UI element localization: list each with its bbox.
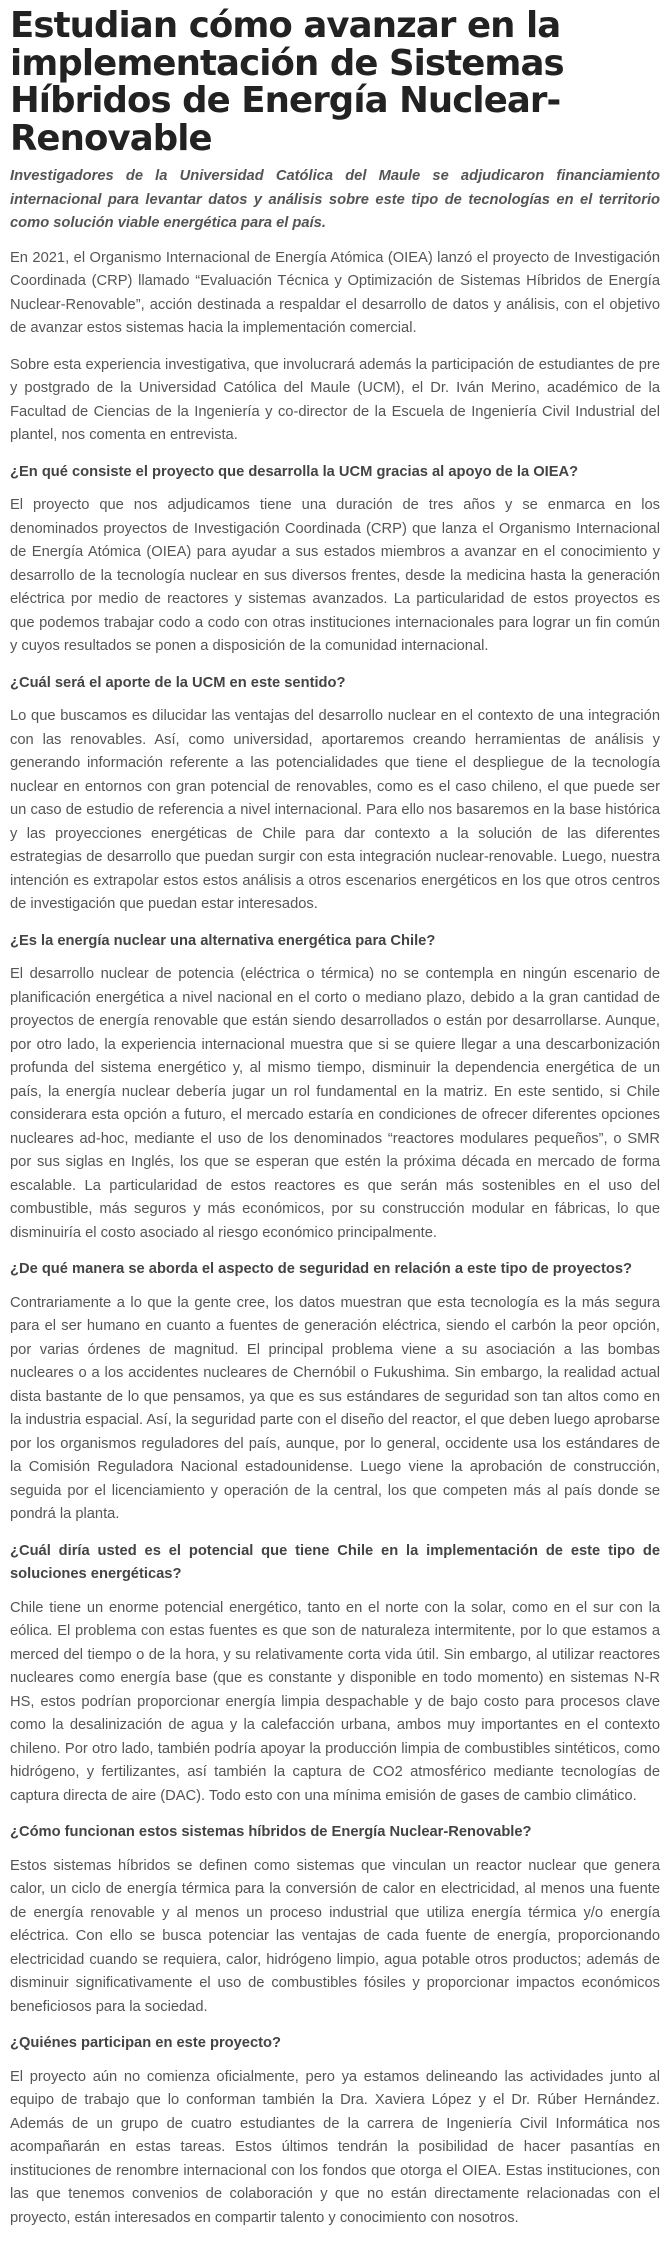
article <box>0 7 670 2230</box>
interview-question: ¿Cómo funcionan estos sistemas híbridos de Energía Nuclear-Renovable? <box>10 1824 532 1840</box>
intro-paragraph: En 2021, el Organismo Internacional de Energía Atómica (OIEA) lanzó el proyecto de Investigación Coordinada (CRP) llamado “Evaluación Técnica y Optimización de Sistemas Híbridos de Energía Nuclear-Renovable”, acción destinada a respaldar el desarrollo de datos y análisis, con el objetivo de avanzar estos sistemas hacia la implementación comercial. <box>10 249 660 336</box>
article-lead: Investigadores de la Universidad Católica del Maule se adjudicaron financiamiento internacional para levantar datos y análisis sobre este tipo de tecnologías en el territorio como solución viable energética para el país. <box>10 168 660 231</box>
interview-answer: El proyecto aún no comienza oficialmente, pero ya estamos delineando las actividades junto al equipo de trabajo que lo conforman también la Dra. Xaviera López y el Dr. Rúber Hernández. Además de un grupo de cuatro estudiantes de la carrera de Ingeniería Civil Informática nos acompañarán en estas tareas. Estos últimos tendrán la posibilidad de hacer pasantías en instituciones de renombre internacional con los fondos que otorga el OIEA. Estas instituciones, con las que tenemos convenios de colaboración y que no están directamente relacionadas con el proyecto, están interesados en compartir talento y conocimiento con nosotros. <box>10 2068 660 2226</box>
interview-answer: Estos sistemas híbridos se definen como sistemas que vinculan un reactor nuclear que genera calor, un ciclo de energía térmica para la conversión de calor en electricidad, al menos una fuente de energía renovable y al menos un proceso industrial que utiliza energía térmica y/o energía eléctrica. Con ello se busca potenciar las ventajas de cada fuente de energía, proporcionando electricidad cuando se requiera, calor, hidrógeno limpio, agua potable otros productos; además de disminuir significativamente el uso de combustibles fósiles y proporcionar impactos económicos beneficiosos para la sociedad. <box>10 1857 660 2015</box>
article-title: Estudian cómo avanzar en la implementación de Sistemas Híbridos de Energía Nuclear-Renovable <box>10 5 564 159</box>
interview-answer: El desarrollo nuclear de potencia (eléctrica o térmica) no se contempla en ningún escenario de planificación energética a nivel nacional en el corto o mediano plazo, debido a la gran cantidad de proyectos de energía renovable que están siendo desarrollados o están por desarrollarse. Aunque, por otro lado, la experiencia internacional muestra que si se quiere llegar a una descarbonización profunda del sistema energético y, al mismo tiempo, disminuir la dependencia energética de un país, la energía nuclear debería jugar un rol fundamental en la matriz. En este sentido, si Chile considerara esta opción a futuro, el mercado estaría en condiciones de ofrecer diferentes opciones nucleares ad-hoc, mediante el uso de los denominados “reactores modulares pequeños”, o SMR por sus siglas en Inglés, los que se esperan que estén la próxima década en mercado de forma escalable. La particularidad de estos reactores es que serán más sostenibles en el uso del combustible, más seguros y más económicos, por su construcción modular en fábricas, lo que disminuiría el costo asociado al riesgo económico principalmente. <box>10 966 660 1241</box>
interview-question: ¿En qué consiste el proyecto que desarrolla la UCM gracias al apoyo de la OIEA? <box>10 463 579 480</box>
interview-answer: Chile tiene un enorme potencial energético, tanto en el norte con la solar, como en el sur con la eólica. El problema con estas fuentes es que son de naturaleza intermitente, por lo que estamos a merced del tiempo o de la hora, y su relativamente corta vida útil. Sin embargo, al utilizar reactores nucleares como energía base (que es constante y disponible en todo momento) en sistemas N-R HS, estos podrían proporcionar energía limpia despachable y de bajo costo para procesos clave como la desalinización de agua y la calefacción urbana, ambos muy importantes en el contexto chileno. Por otro lado, también podría apoyar la producción limpia de combustibles sintéticos, como hidrógeno, y fertilizantes, así también la captura de CO2 atmosférico mediante tecnologías de captura directa de aire (DAC). Todo esto con una mínima emisión de gases de cambio climático. <box>10 1599 660 1804</box>
interview-question: ¿Cuál diría usted es el potencial que tiene Chile en la implementación de este tipo de soluciones energéticas? <box>10 1542 660 1582</box>
interview-answer: Lo que buscamos es dilucidar las ventajas del desarrollo nuclear en el contexto de una integración con las renovables. Así, como universidad, aportaremos creando herramientas de análisis y generando información referente a las potencialidades que tiene el despliegue de la tecnología nuclear en entornos con gran potencial de renovables, como es el caso chileno, el que puede ser un caso de estudio de referencia a nivel internacional. Para ello nos basaremos en la base histórica y las proyecciones energéticas de Chile para dar contexto a la solución de las diferentes estrategias de desarrollo que puedan surgir con esta integración nuclear-renovable. Luego, nuestra intención es extrapolar estos estos análisis a otros escenarios energéticos en los que otros centros de investigación que puedan estar interesados. <box>10 708 660 912</box>
interview-question: ¿Es la energía nuclear una alternativa energética para Chile? <box>10 932 436 949</box>
interview-question: ¿Cuál será el aporte de la UCM en este sentido? <box>10 674 346 691</box>
interview-answer: Contrariamente a lo que la gente cree, los datos muestran que esta tecnología es la más segura para el ser humano en cuanto a fuentes de generación eléctrica, siendo el carbón la peor opción, por varias órdenes de magnitud. El principal problema viene a su asociación a las bombas nucleares o a los accidentes nucleares de Chernóbil o Fukushima. Sin embargo, la realidad actual dista bastante de lo que pensamos, ya que es sus estándares de seguridad son tan altos como en la industria espacial. Así, la seguridad parte con el diseño del reactor, el que deben luego aprobarse por los organismos reguladores del país, aunque, por lo general, occidente usa los estándares de la Comisión Reguladora Nacional estadounidense. Luego viene la aprobación de construcción, seguida por el licenciamiento y operación de la central, los que competen más al país donde se pondrá la planta. <box>10 1294 660 1522</box>
interview-question: ¿De qué manera se aborda el aspecto de seguridad en relación a este tipo de proyectos? <box>10 1261 632 1277</box>
interview-answer: El proyecto que nos adjudicamos tiene una duración de tres años y se enmarca en los denominados proyectos de Investigación Coordinada (CRP) que lanza el Organismo Internacional de Energía Atómica (OIEA) para ayudar a sus estados miembros a avanzar en el conocimiento y desarrollo de la tecnología nuclear en sus diversos frentes, desde la medicina hasta la generación eléctrica por medio de reactores y sistemas avanzados. La particularidad de estos proyectos es que podemos trabajar codo a codo con otras instituciones internacionales para lograr un fin común y cuyos resultados se ponen a disposición de la comunidad internacional. <box>10 497 660 654</box>
interview-question: ¿Quiénes participan en este proyecto? <box>10 2035 281 2051</box>
intro-paragraph: Sobre esta experiencia investigativa, que involucrará además la participación de estudiantes de pre y postgrado de la Universidad Católica del Maule (UCM), el Dr. Iván Merino, académico de la Facultad de Ciencias de la Ingeniería y co-director de la Escuela de Ingeniería Civil Industrial del plantel, nos comenta en entrevista. <box>10 356 660 443</box>
